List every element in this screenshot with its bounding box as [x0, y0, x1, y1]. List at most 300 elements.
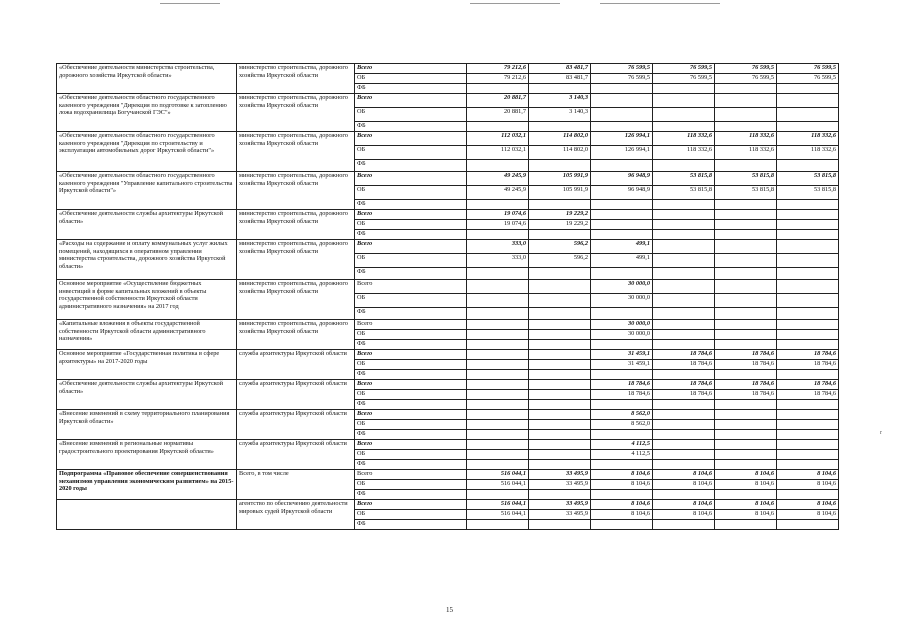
funding-source: ФБ — [355, 122, 467, 132]
funding-source: Всего — [355, 172, 467, 186]
amount-cell — [653, 280, 715, 294]
amount-cell — [715, 440, 777, 450]
amount-cell — [467, 330, 529, 340]
amount-cell — [529, 200, 591, 210]
amount-cell — [653, 268, 715, 280]
amount-cell: 96 948,9 — [591, 172, 653, 186]
amount-cell — [467, 380, 529, 390]
group-total-row — [57, 240, 839, 254]
amount-cell — [777, 210, 839, 220]
funding-source: ФБ — [355, 230, 467, 240]
funding-source: ОБ — [355, 108, 467, 122]
amount-cell — [467, 390, 529, 400]
amount-cell — [591, 520, 653, 530]
funding-source: ОБ — [355, 420, 467, 430]
amount-cell: 18 784,6 — [591, 390, 653, 400]
responsible-executor: министерство строительства, дорожного хозяйства Иркутской области — [237, 132, 355, 172]
amount-cell — [653, 330, 715, 340]
amount-cell: 105 991,9 — [529, 172, 591, 186]
amount-cell — [715, 450, 777, 460]
amount-cell: 18 784,6 — [715, 380, 777, 390]
amount-cell: 31 459,1 — [591, 360, 653, 370]
amount-cell: 8 104,6 — [653, 510, 715, 520]
amount-cell: 333,0 — [467, 240, 529, 254]
group-total-row — [57, 94, 839, 108]
amount-cell: 79 212,6 — [467, 64, 529, 74]
amount-cell — [653, 122, 715, 132]
amount-cell — [777, 94, 839, 108]
amount-cell — [777, 84, 839, 94]
scan-artifact-line — [470, 3, 560, 4]
amount-cell — [653, 160, 715, 172]
responsible-executor: министерство строительства, дорожного хозяйства Иркутской области — [237, 240, 355, 280]
amount-cell: 8 104,6 — [653, 470, 715, 480]
measure-name: «Обеспечение деятельности службы архитектуры Иркутской области» — [57, 380, 237, 410]
funding-source: Всего — [355, 410, 467, 420]
funding-source: ОБ — [355, 360, 467, 370]
amount-cell — [653, 450, 715, 460]
amount-cell — [467, 320, 529, 330]
amount-cell: 49 245,9 — [467, 172, 529, 186]
amount-cell: 96 948,9 — [591, 186, 653, 200]
amount-cell: 8 562,0 — [591, 420, 653, 430]
group-total-row — [57, 380, 839, 390]
amount-cell: 114 802,0 — [529, 132, 591, 146]
amount-cell — [777, 220, 839, 230]
amount-cell: 30 000,0 — [591, 280, 653, 294]
table-body — [57, 64, 839, 530]
responsible-executor: министерство строительства, дорожного хозяйства Иркутской области — [237, 172, 355, 210]
group-total-row — [57, 280, 839, 294]
amount-cell: 126 994,1 — [591, 146, 653, 160]
amount-cell: 30 000,0 — [591, 294, 653, 308]
amount-cell: 499,1 — [591, 240, 653, 254]
amount-cell — [715, 108, 777, 122]
amount-cell — [715, 308, 777, 320]
amount-cell — [777, 460, 839, 470]
amount-cell — [715, 420, 777, 430]
amount-cell — [529, 230, 591, 240]
amount-cell — [467, 420, 529, 430]
amount-cell — [715, 410, 777, 420]
funding-source: Всего — [355, 500, 467, 510]
amount-cell — [715, 280, 777, 294]
amount-cell — [777, 240, 839, 254]
responsible-executor: министерство строительства, дорожного хозяйства Иркутской области — [237, 94, 355, 132]
funding-source: ФБ — [355, 160, 467, 172]
amount-cell: 4 112,5 — [591, 440, 653, 450]
amount-cell — [653, 308, 715, 320]
amount-cell — [467, 490, 529, 500]
funding-source: ОБ — [355, 510, 467, 520]
amount-cell — [777, 200, 839, 210]
measure-name: «Обеспечение деятельности областного государственного казенного учреждения "Дирекция по подготовке к затоплению ложа водохранилища Богучанской ГЭС"» — [57, 94, 237, 132]
amount-cell — [777, 430, 839, 440]
funding-source: Всего — [355, 94, 467, 108]
amount-cell: 18 784,6 — [653, 390, 715, 400]
funding-source: Всего — [355, 240, 467, 254]
amount-cell — [777, 280, 839, 294]
amount-cell: 19 074,6 — [467, 220, 529, 230]
amount-cell: 18 784,6 — [777, 390, 839, 400]
amount-cell — [467, 450, 529, 460]
funding-source: Всего — [355, 210, 467, 220]
amount-cell — [529, 450, 591, 460]
amount-cell — [653, 520, 715, 530]
amount-cell — [777, 440, 839, 450]
amount-cell: 31 459,1 — [591, 350, 653, 360]
amount-cell: 18 784,6 — [591, 380, 653, 390]
amount-cell — [529, 440, 591, 450]
funding-source: ФБ — [355, 84, 467, 94]
amount-cell: 19 229,2 — [529, 210, 591, 220]
amount-cell: 516 044,1 — [467, 470, 529, 480]
amount-cell — [467, 200, 529, 210]
amount-cell — [591, 84, 653, 94]
amount-cell — [777, 268, 839, 280]
amount-cell: 53 815,8 — [653, 172, 715, 186]
amount-cell — [653, 220, 715, 230]
amount-cell: 8 104,6 — [715, 500, 777, 510]
amount-cell — [591, 460, 653, 470]
amount-cell — [529, 380, 591, 390]
amount-cell: 76 599,5 — [653, 74, 715, 84]
funding-source: ОБ — [355, 186, 467, 200]
amount-cell: 4 112,5 — [591, 450, 653, 460]
funding-source: Всего — [355, 64, 467, 74]
amount-cell — [653, 200, 715, 210]
amount-cell — [777, 160, 839, 172]
amount-cell: 3 140,3 — [529, 94, 591, 108]
amount-cell: 333,0 — [467, 254, 529, 268]
measure-name: «Расходы на содержание и оплату коммунальных услуг жилых помещений, находящихся в оперативном управлении министерства строительства, дорожного хозяйства Иркутской области» — [57, 240, 237, 280]
amount-cell: 118 332,6 — [653, 132, 715, 146]
amount-cell: 33 495,9 — [529, 500, 591, 510]
amount-cell — [777, 254, 839, 268]
amount-cell: 76 599,5 — [653, 64, 715, 74]
amount-cell: 18 784,6 — [715, 390, 777, 400]
amount-cell — [715, 520, 777, 530]
amount-cell — [591, 230, 653, 240]
amount-cell — [777, 400, 839, 410]
budget-table — [56, 63, 839, 530]
funding-source: ОБ — [355, 146, 467, 160]
amount-cell: 18 784,6 — [653, 380, 715, 390]
amount-cell — [529, 340, 591, 350]
amount-cell — [529, 308, 591, 320]
amount-cell — [715, 200, 777, 210]
amount-cell — [591, 220, 653, 230]
amount-cell: 118 332,6 — [777, 132, 839, 146]
amount-cell: 76 599,5 — [591, 64, 653, 74]
amount-cell — [777, 108, 839, 122]
amount-cell — [653, 340, 715, 350]
amount-cell: 53 815,8 — [777, 172, 839, 186]
amount-cell: 19 229,2 — [529, 220, 591, 230]
amount-cell — [653, 370, 715, 380]
measure-name: «Обеспечение деятельности службы архитектуры Иркутской области» — [57, 210, 237, 240]
amount-cell — [591, 108, 653, 122]
amount-cell — [715, 160, 777, 172]
amount-cell: 18 784,6 — [715, 360, 777, 370]
amount-cell — [529, 490, 591, 500]
amount-cell: 18 784,6 — [653, 350, 715, 360]
amount-cell — [591, 268, 653, 280]
amount-cell: 105 991,9 — [529, 186, 591, 200]
amount-cell — [467, 400, 529, 410]
amount-cell: 516 044,1 — [467, 480, 529, 490]
measure-name: «Обеспечение деятельности областного государственного казенного учреждения "Дирекция по строительству и эксплуатации автомобильных дорог Иркутской области"» — [57, 132, 237, 172]
amount-cell — [715, 122, 777, 132]
responsible-executor: Всего, в том числе — [237, 470, 355, 500]
amount-cell: 516 044,1 — [467, 500, 529, 510]
amount-cell: 20 881,7 — [467, 108, 529, 122]
amount-cell: 8 562,0 — [591, 410, 653, 420]
measure-name: «Внесение изменений в региональные нормативы градостроительного проектирования Иркутской области» — [57, 440, 237, 470]
amount-cell: 76 599,5 — [777, 64, 839, 74]
amount-cell: 8 104,6 — [591, 470, 653, 480]
amount-cell — [653, 230, 715, 240]
responsible-executor: министерство строительства, дорожного хозяйства Иркутской области — [237, 320, 355, 350]
amount-cell — [653, 320, 715, 330]
funding-source: ОБ — [355, 254, 467, 268]
measure-name: Основное мероприятие «Государственная политика в сфере архитектуры» на 2017-2020 годы — [57, 350, 237, 380]
amount-cell — [653, 94, 715, 108]
amount-cell — [529, 360, 591, 370]
amount-cell — [591, 160, 653, 172]
amount-cell — [715, 320, 777, 330]
amount-cell: 118 332,6 — [653, 146, 715, 160]
amount-cell: 112 032,1 — [467, 132, 529, 146]
amount-cell — [467, 360, 529, 370]
amount-cell — [653, 84, 715, 94]
amount-cell: 76 599,5 — [715, 74, 777, 84]
amount-cell: 596,2 — [529, 240, 591, 254]
amount-cell — [591, 370, 653, 380]
measure-name: Основное мероприятие «Осуществление бюджетных инвестиций в форме капитальных вложений в объекты государственной собственности Иркутской области административного назначения» на 2017 год — [57, 280, 237, 320]
amount-cell — [529, 160, 591, 172]
amount-cell: 8 104,6 — [591, 480, 653, 490]
amount-cell — [777, 122, 839, 132]
amount-cell — [467, 230, 529, 240]
margin-mark: r — [880, 430, 882, 436]
funding-source: Всего — [355, 320, 467, 330]
amount-cell — [467, 268, 529, 280]
funding-source: ОБ — [355, 74, 467, 84]
amount-cell — [467, 122, 529, 132]
amount-cell — [777, 450, 839, 460]
responsible-executor: министерство строительства, дорожного хозяйства Иркутской области — [237, 210, 355, 240]
amount-cell — [715, 210, 777, 220]
amount-cell — [591, 308, 653, 320]
amount-cell — [467, 280, 529, 294]
amount-cell — [529, 350, 591, 360]
amount-cell: 8 104,6 — [777, 470, 839, 480]
group-total-row — [57, 172, 839, 186]
funding-source: ФБ — [355, 430, 467, 440]
amount-cell: 8 104,6 — [715, 510, 777, 520]
amount-cell — [715, 294, 777, 308]
amount-cell — [653, 294, 715, 308]
amount-cell — [467, 308, 529, 320]
funding-source: Всего — [355, 350, 467, 360]
amount-cell — [715, 268, 777, 280]
amount-cell — [467, 520, 529, 530]
responsible-executor: служба архитектуры Иркутской области — [237, 350, 355, 380]
funding-source: ФБ — [355, 200, 467, 210]
amount-cell — [715, 460, 777, 470]
amount-cell: 53 815,8 — [653, 186, 715, 200]
amount-cell — [715, 490, 777, 500]
amount-cell — [715, 330, 777, 340]
amount-cell — [591, 122, 653, 132]
amount-cell: 8 104,6 — [591, 510, 653, 520]
amount-cell — [715, 230, 777, 240]
amount-cell — [653, 240, 715, 254]
funding-source: ФБ — [355, 490, 467, 500]
group-total-row — [57, 64, 839, 74]
amount-cell — [653, 410, 715, 420]
amount-cell — [777, 330, 839, 340]
amount-cell: 8 104,6 — [715, 470, 777, 480]
amount-cell — [529, 520, 591, 530]
responsible-executor: служба архитектуры Иркутской области — [237, 440, 355, 470]
amount-cell — [529, 294, 591, 308]
amount-cell: 19 074,6 — [467, 210, 529, 220]
amount-cell — [653, 420, 715, 430]
measure-name: «Капитальные вложения в объекты государственной собственности Иркутской области административного назначения» — [57, 320, 237, 350]
measure-name: «Обеспечение деятельности министерства строительства, дорожного хозяйства Иркутской области» — [57, 64, 237, 94]
amount-cell — [777, 294, 839, 308]
group-total-row — [57, 410, 839, 420]
amount-cell: 3 140,3 — [529, 108, 591, 122]
amount-cell — [467, 160, 529, 172]
amount-cell — [715, 340, 777, 350]
amount-cell: 118 332,6 — [715, 132, 777, 146]
amount-cell — [591, 94, 653, 108]
amount-cell — [529, 122, 591, 132]
amount-cell — [653, 440, 715, 450]
amount-cell — [529, 430, 591, 440]
amount-cell: 18 784,6 — [777, 360, 839, 370]
amount-cell: 20 881,7 — [467, 94, 529, 108]
amount-cell — [715, 400, 777, 410]
funding-source: ОБ — [355, 450, 467, 460]
amount-cell: 18 784,6 — [715, 350, 777, 360]
amount-cell — [653, 460, 715, 470]
amount-cell — [529, 390, 591, 400]
funding-source: ФБ — [355, 268, 467, 280]
amount-cell — [467, 350, 529, 360]
funding-source: ОБ — [355, 390, 467, 400]
amount-cell — [467, 410, 529, 420]
funding-source: ОБ — [355, 294, 467, 308]
amount-cell — [777, 490, 839, 500]
amount-cell: 118 332,6 — [777, 146, 839, 160]
amount-cell: 126 994,1 — [591, 132, 653, 146]
amount-cell: 8 104,6 — [591, 500, 653, 510]
amount-cell: 83 481,7 — [529, 64, 591, 74]
amount-cell: 53 815,8 — [777, 186, 839, 200]
amount-cell — [653, 210, 715, 220]
amount-cell — [591, 210, 653, 220]
group-total-row — [57, 210, 839, 220]
amount-cell: 53 815,8 — [715, 186, 777, 200]
amount-cell: 8 104,6 — [653, 480, 715, 490]
funding-source: ФБ — [355, 520, 467, 530]
amount-cell — [467, 340, 529, 350]
amount-cell — [715, 254, 777, 268]
amount-cell: 76 599,5 — [715, 64, 777, 74]
amount-cell — [715, 370, 777, 380]
amount-cell — [715, 430, 777, 440]
amount-cell — [653, 108, 715, 122]
group-total-row — [57, 320, 839, 330]
amount-cell — [467, 460, 529, 470]
amount-cell — [467, 430, 529, 440]
funding-source: ОБ — [355, 480, 467, 490]
amount-cell — [715, 94, 777, 108]
amount-cell — [529, 370, 591, 380]
amount-cell: 49 245,9 — [467, 186, 529, 200]
amount-cell: 8 104,6 — [777, 510, 839, 520]
funding-source: Всего — [355, 440, 467, 450]
amount-cell: 114 802,0 — [529, 146, 591, 160]
amount-cell: 516 044,1 — [467, 510, 529, 520]
amount-cell — [467, 84, 529, 94]
amount-cell — [529, 84, 591, 94]
funding-source: ОБ — [355, 330, 467, 340]
amount-cell: 33 495,9 — [529, 510, 591, 520]
amount-cell: 76 599,5 — [591, 74, 653, 84]
amount-cell — [715, 220, 777, 230]
responsible-executor: министерство строительства, дорожного хозяйства Иркутской области — [237, 280, 355, 320]
amount-cell: 53 815,8 — [715, 172, 777, 186]
amount-cell — [653, 254, 715, 268]
amount-cell — [591, 200, 653, 210]
responsible-executor: служба архитектуры Иркутской области — [237, 380, 355, 410]
group-total-row — [57, 440, 839, 450]
group-total-row — [57, 132, 839, 146]
funding-source: ОБ — [355, 220, 467, 230]
group-total-row — [57, 500, 839, 510]
measure-name: «Обеспечение деятельности областного государственного казенного учреждения "Управление капитального строительства Иркутской области"» — [57, 172, 237, 210]
amount-cell — [653, 490, 715, 500]
amount-cell — [715, 240, 777, 254]
amount-cell — [777, 370, 839, 380]
amount-cell — [529, 268, 591, 280]
amount-cell: 76 599,5 — [777, 74, 839, 84]
amount-cell — [529, 410, 591, 420]
amount-cell — [715, 84, 777, 94]
amount-cell — [591, 340, 653, 350]
amount-cell: 18 784,6 — [777, 350, 839, 360]
amount-cell — [777, 230, 839, 240]
amount-cell: 8 104,6 — [777, 480, 839, 490]
amount-cell — [591, 490, 653, 500]
amount-cell — [591, 430, 653, 440]
amount-cell — [529, 460, 591, 470]
amount-cell — [529, 280, 591, 294]
amount-cell: 118 332,6 — [715, 146, 777, 160]
amount-cell — [529, 320, 591, 330]
funding-source: Всего — [355, 380, 467, 390]
amount-cell — [777, 410, 839, 420]
amount-cell — [467, 370, 529, 380]
amount-cell — [777, 520, 839, 530]
amount-cell: 112 032,1 — [467, 146, 529, 160]
funding-source: Всего — [355, 280, 467, 294]
